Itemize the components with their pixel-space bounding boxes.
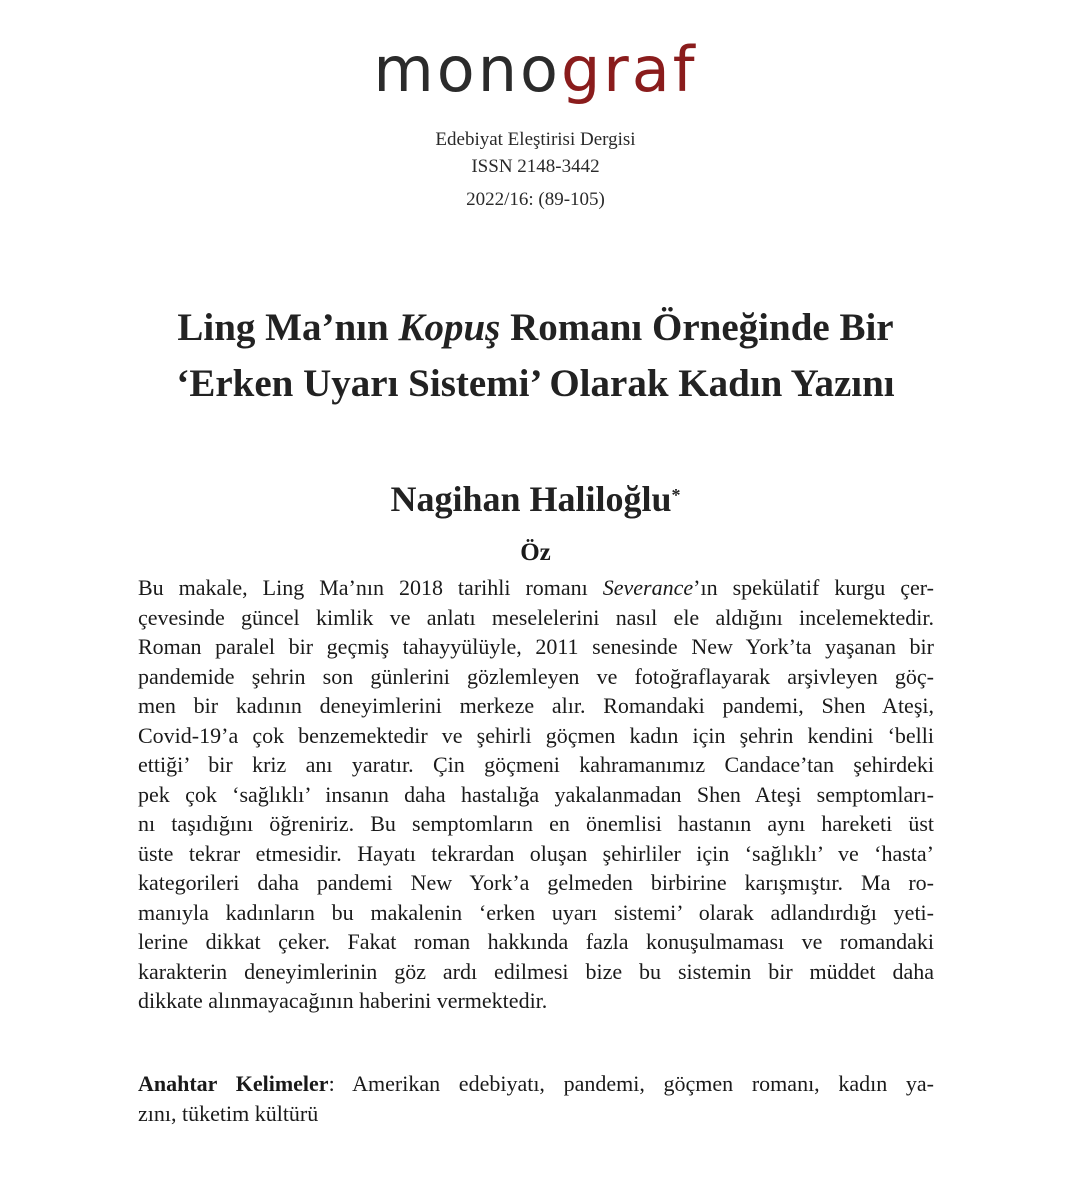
keywords-text: : Amerikan edebiyatı, pandemi, göçmen romanı, kadın ya- xyxy=(328,1071,934,1096)
keywords-section xyxy=(138,1069,934,1128)
journal-meta xyxy=(0,126,1071,213)
journal-name: Edebiyat Eleştirisi Dergisi xyxy=(435,129,636,150)
author-text: Nagihan Haliloğlu xyxy=(390,479,672,519)
abstract-line: nı taşıdığını öğreniriz. Bu semptomların en önemlisi hastanın aynı hareketi üst xyxy=(138,811,934,836)
journal-logo xyxy=(0,30,1071,110)
author-name xyxy=(0,476,1071,522)
article-title xyxy=(0,300,1071,412)
abstract-line: çevesinde güncel kimlik ve anlatı meselelerini nasıl ele aldığını incelemektedir. xyxy=(138,604,934,630)
abstract-line: lerine dikkat çeker. Fakat roman hakkında fazla konuşulmaması ve romandaki xyxy=(138,929,934,954)
logo-part-graf: graf xyxy=(560,33,698,106)
author-footnote-mark: * xyxy=(671,485,681,505)
abstract-line: dikkate alınmayacağının haberini vermektedir. xyxy=(138,988,548,1013)
title-italic-book: Kopuş xyxy=(398,306,501,349)
abstract-line: Roman paralel bir geçmiş tahayyülüyle, 2011 senesinde New York’ta yaşanan bir xyxy=(138,634,934,659)
title-text-a: Ling Ma’nın xyxy=(177,306,399,349)
abstract-line: manıyla kadınların bu makalenin ‘erken uyarı sistemi’ olarak adlandırdığı yeti- xyxy=(138,899,934,925)
keywords-line-2: zını, tüketim kültürü xyxy=(138,1100,319,1126)
logo-part-mono: mono xyxy=(373,33,561,106)
abstract-line: ettiği’ bir kriz anı yaratır. Çin göçmeni kahramanımız Candace’tan şehirdeki xyxy=(138,752,934,777)
journal-issue: 2022/16: (89-105) xyxy=(466,189,605,210)
abstract-line: kategorileri daha pandemi New York’a gelmeden birbirine karışmıştır. Ma ro- xyxy=(138,870,934,895)
abstract-line: üste tekrar etmesidir. Hayatı tekrardan oluşan şehirliler için ‘sağlıklı’ ve ‘hasta’ xyxy=(138,840,934,866)
title-line-1 xyxy=(0,300,1071,356)
abstract-text: ’ın spekülatif kurgu çer- xyxy=(693,575,934,600)
title-text-b: Romanı Örneğinde Bir xyxy=(500,306,894,349)
abstract-line: men bir kadının deneyimlerini merkeze alır. Romandaki pandemi, Shen Ateşi, xyxy=(138,693,934,718)
abstract-line: Covid-19’a çok benzemektedir ve şehirli göçmen kadın için şehrin kendini ‘belli xyxy=(138,722,934,748)
journal-issn: ISSN 2148-3442 xyxy=(471,156,600,177)
abstract-line: karakterin deneyimlerinin göz ardı edilmesi bize bu sistemin bir müddet daha xyxy=(138,958,934,984)
abstract-italic-title: Severance xyxy=(602,575,694,600)
keywords-line-1 xyxy=(138,1069,934,1099)
abstract-line: pandemide şehrin son günlerini gözlemleyen ve fotoğraflayarak arşivleyen göç- xyxy=(138,663,934,689)
abstract-text: Bu makale, Ling Ma’nın 2018 tarihli romanı xyxy=(138,575,603,600)
title-line-2: ‘Erken Uyarı Sistemi’ Olarak Kadın Yazını xyxy=(176,362,895,405)
abstract-body xyxy=(138,573,934,1016)
abstract-line: pek çok ‘sağlıklı’ insanın daha hastalığa yakalanmadan Shen Ateşi semptomları- xyxy=(138,781,934,807)
abstract-line xyxy=(138,573,934,603)
abstract-heading: Öz xyxy=(520,539,551,566)
keywords-label: Anahtar Kelimeler xyxy=(138,1071,329,1096)
